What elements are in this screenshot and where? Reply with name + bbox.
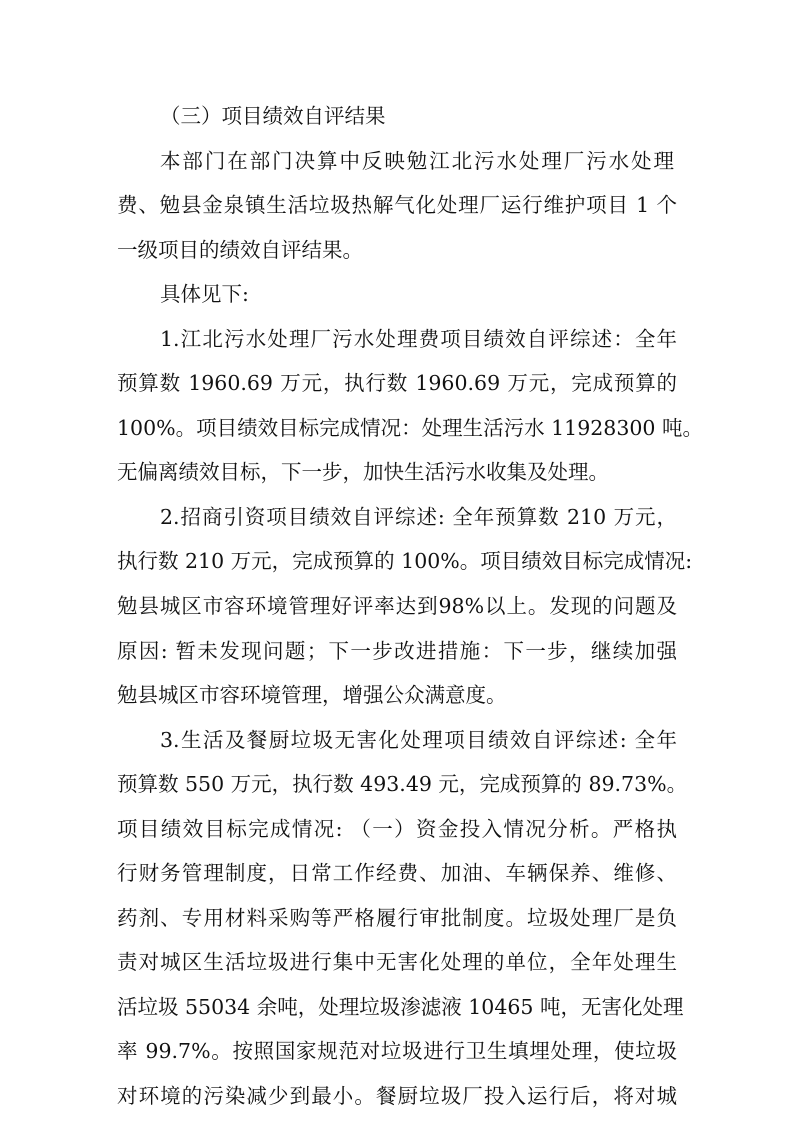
item-2-line-5: 勉县城区市容环境管理，增强公众满意度。 bbox=[117, 683, 507, 707]
item-3-line-1: 3.生活及餐厨垃圾无害化处理项目绩效自评综述: 全年 bbox=[160, 728, 677, 752]
item-1-line-2: 预算数 1960.69 万元，执行数 1960.69 万元，完成预算的 bbox=[117, 371, 677, 395]
item-3-line-2: 预算数 550 万元，执行数 493.49 元，完成预算的 89.73%。 bbox=[117, 772, 688, 796]
item-2-line-3: 勉县城区市容环境管理好评率达到98%以上。发现的问题及 bbox=[117, 594, 677, 618]
item-3-line-6: 责对城区生活垃圾进行集中无害化处理的单位，全年处理生 bbox=[117, 950, 677, 974]
item-3-line-9: 对环境的污染减少到最小。餐厨垃圾厂投入运行后，将对城 bbox=[117, 1084, 677, 1108]
item-2-line-2: 执行数 210 万元，完成预算的 100%。项目绩效目标完成情况: bbox=[117, 549, 693, 573]
item-1-line-4: 无偏离绩效目标，下一步，加快生活污水收集及处理。 bbox=[117, 460, 609, 484]
section-heading: （三）项目绩效自评结果 bbox=[160, 104, 386, 128]
paragraph-intro-line-2: 费、勉县金泉镇生活垃圾热解气化处理厂运行维护项目 1 个 bbox=[117, 193, 677, 217]
item-2-line-1: 2.招商引资项目绩效自评综述: 全年预算数 210 万元， bbox=[160, 505, 677, 529]
item-3-line-7: 活垃圾 55034 余吨，处理垃圾渗滤液 10465 吨，无害化处理 bbox=[117, 995, 684, 1019]
item-3-line-8: 率 99.7%。按照国家规范对垃圾进行卫生填埋处理，使垃圾 bbox=[117, 1039, 677, 1063]
item-3-line-4: 行财务管理制度，日常工作经费、加油、车辆保养、维修、 bbox=[117, 861, 677, 885]
paragraph-intro-line-1: 本部门在部门决算中反映勉江北污水处理厂污水处理 bbox=[160, 149, 674, 173]
item-2-line-4: 原因: 暂未发现问题；下一步改进措施：下一步，继续加强 bbox=[117, 639, 677, 663]
paragraph-intro-line-3: 一级项目的绩效自评结果。 bbox=[117, 238, 363, 262]
item-3-line-3: 项目绩效目标完成情况: （一）资金投入情况分析。严格执 bbox=[117, 817, 677, 841]
item-3-line-5: 药剂、专用材料采购等严格履行审批制度。垃圾处理厂是负 bbox=[117, 906, 677, 930]
item-1-line-1: 1.江北污水处理厂污水处理费项目绩效自评综述：全年 bbox=[160, 327, 677, 351]
item-1-line-3: 100%。项目绩效目标完成情况：处理生活污水 11928300 吨。 bbox=[117, 416, 703, 440]
paragraph-detail-heading: 具体见下: bbox=[160, 282, 249, 306]
